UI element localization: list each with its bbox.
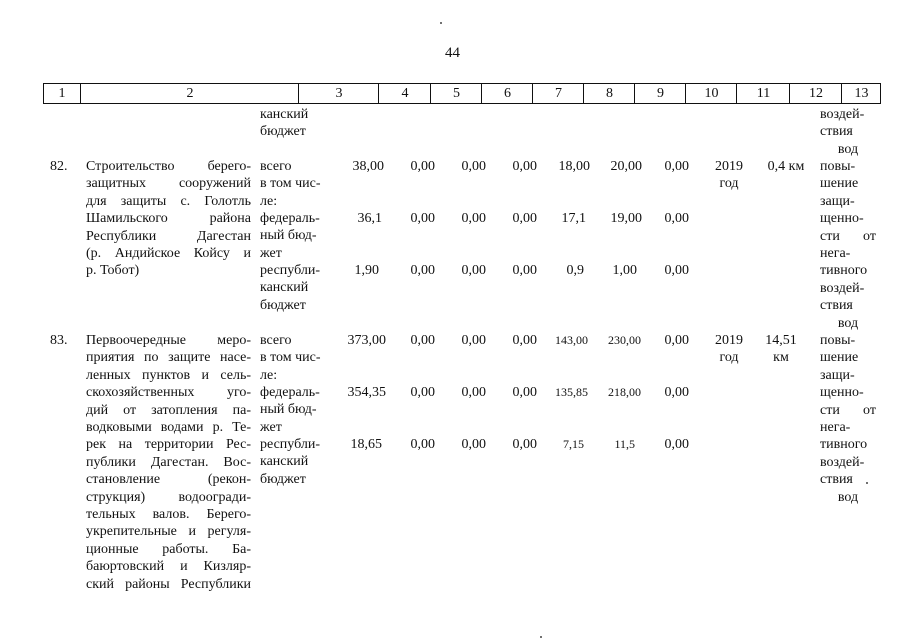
- text-line: бюджет: [260, 124, 306, 140]
- value-cell: 0,00: [512, 263, 537, 278]
- column-header-row: [43, 83, 881, 104]
- row-description: [86, 332, 251, 593]
- column-header-5: 5: [430, 84, 482, 103]
- effect-cell: [820, 158, 876, 332]
- text-line: щенно-: [820, 385, 864, 401]
- year-cell: [700, 332, 758, 366]
- text-line: Строительство берего-: [86, 159, 251, 174]
- value-cell: 18,00: [558, 159, 590, 174]
- value-cell: 0,00: [512, 437, 537, 452]
- value-cell: 0,00: [461, 333, 486, 348]
- text-line: щенно-: [820, 211, 864, 227]
- value-cell: 0,00: [512, 385, 537, 400]
- text-line: федераль-: [260, 385, 320, 400]
- text-line: Первоочередные меро-: [86, 333, 251, 348]
- text-line: республи-: [260, 437, 320, 452]
- value-cell: 7,15: [563, 437, 584, 451]
- value-cell: 135,85: [555, 385, 588, 399]
- text-line: тивного: [820, 263, 868, 279]
- capacity-cell: [755, 332, 807, 366]
- value-cell: 0,00: [461, 437, 486, 452]
- text-line: ле:: [260, 367, 278, 383]
- row-number: 83.: [50, 333, 68, 348]
- value-cell: 11,5: [614, 437, 635, 451]
- text-line: (р. Андийское Койсу и: [86, 246, 251, 262]
- category-republic: [260, 262, 330, 314]
- text-line: вод: [837, 489, 859, 505]
- text-line: канский: [260, 454, 309, 470]
- value-cell: 0,00: [664, 385, 689, 400]
- text-line: защи-: [820, 367, 855, 383]
- value-cell: 36,1: [357, 211, 382, 226]
- column-header-11: 11: [736, 84, 790, 103]
- text-line: бюджет: [260, 297, 306, 313]
- text-line: всего: [260, 333, 292, 348]
- text-line: республи-: [260, 263, 320, 278]
- category-federal: [260, 210, 330, 262]
- text-line: приятия по защите насе-: [86, 350, 251, 366]
- text-line: водковыми водами р. Те-: [86, 420, 251, 436]
- text-line: повы-: [820, 333, 856, 348]
- text-line: ный бюд-: [260, 228, 317, 244]
- continuation-category: [260, 106, 330, 141]
- text-line: воздей-: [820, 107, 865, 122]
- category-republic: [260, 436, 330, 488]
- text-line: публики Дагестан. Вос-: [86, 454, 251, 470]
- text-line: становление (рекон-: [86, 472, 251, 488]
- text-line: бюджет: [260, 471, 306, 487]
- column-header-9: 9: [634, 84, 686, 103]
- value-cell: 0,00: [664, 263, 689, 278]
- value-cell: 0,00: [410, 263, 435, 278]
- value-cell: 0,00: [512, 211, 537, 226]
- text-line: защи-: [820, 193, 855, 209]
- year-cell: [700, 158, 758, 192]
- value-cell: 0,00: [461, 263, 486, 278]
- text-line: воздей-: [820, 454, 865, 470]
- text-line: сти от: [820, 402, 876, 418]
- text-line: вод: [837, 141, 859, 157]
- column-header-10: 10: [685, 84, 737, 103]
- text-line: рек на территории Рес-: [86, 437, 251, 453]
- value-cell: 38,00: [352, 159, 384, 174]
- text-line: ле:: [260, 193, 278, 209]
- text-line: дий от затопления па-: [86, 402, 251, 418]
- value-cell: 218,00: [608, 385, 641, 399]
- continuation-effect: [820, 106, 876, 158]
- text-line: ленных пунктов и сель-: [86, 367, 251, 383]
- text-line: жет: [260, 245, 282, 261]
- value-cell: 0,9: [566, 263, 584, 278]
- column-header-12: 12: [789, 84, 842, 103]
- text-line: для защиты с. Голотль: [86, 193, 251, 209]
- text-line: повы-: [820, 159, 856, 174]
- column-header-4: 4: [378, 84, 431, 103]
- value-cell: 19,00: [610, 211, 642, 226]
- row-description: [86, 158, 251, 280]
- text-line: федераль-: [260, 211, 320, 226]
- value-cell: 0,00: [512, 159, 537, 174]
- value-cell: 230,00: [608, 333, 641, 347]
- text-line: в том чис-: [260, 350, 321, 366]
- text-line: защитных сооружений: [86, 176, 251, 192]
- value-cell: 0,00: [512, 333, 537, 348]
- value-cell: 0,00: [664, 211, 689, 226]
- value-cell: 0,00: [664, 159, 689, 174]
- text-line: 2019: [715, 159, 743, 174]
- text-line: ционные работы. Ба-: [86, 541, 251, 557]
- text-line: канский: [260, 280, 309, 296]
- text-line: год: [719, 350, 739, 365]
- column-header-13: 13: [841, 84, 881, 103]
- value-cell: 0,00: [410, 385, 435, 400]
- text-line: жет: [260, 419, 282, 435]
- value-cell: 0,00: [410, 211, 435, 226]
- text-line: тивного: [820, 437, 868, 453]
- value-cell: 17,1: [561, 211, 586, 226]
- capacity-cell: [760, 158, 812, 175]
- column-header-6: 6: [481, 84, 533, 103]
- scan-speck: [440, 22, 442, 24]
- text-line: шение: [820, 350, 859, 366]
- text-line: км: [773, 350, 789, 365]
- column-header-7: 7: [532, 84, 584, 103]
- category-federal: [260, 384, 330, 436]
- value-cell: 0,00: [664, 437, 689, 452]
- text-line: сти от: [820, 228, 876, 244]
- scan-speck: [866, 482, 868, 484]
- category-total: [260, 158, 330, 210]
- column-header-3: 3: [298, 84, 379, 103]
- text-line: в том чис-: [260, 176, 321, 192]
- text-line: ствия: [820, 124, 853, 140]
- value-cell: 373,00: [347, 333, 386, 348]
- effect-cell: [820, 332, 876, 506]
- scan-speck: [540, 636, 542, 638]
- column-header-8: 8: [583, 84, 635, 103]
- value-cell: 354,35: [347, 385, 386, 400]
- page-number: 44: [445, 45, 460, 61]
- value-cell: 0,00: [410, 159, 435, 174]
- text-line: нега-: [820, 420, 851, 436]
- category-total: [260, 332, 330, 384]
- text-line: нега-: [820, 246, 851, 262]
- text-line: тельных валов. Берего-: [86, 507, 251, 523]
- text-line: шение: [820, 176, 859, 192]
- text-line: всего: [260, 159, 292, 174]
- text-line: р. Тобот): [86, 263, 140, 279]
- text-line: ствия: [820, 472, 853, 488]
- value-cell: 0,00: [410, 333, 435, 348]
- value-cell: 20,00: [610, 159, 642, 174]
- value-cell: 1,00: [612, 263, 637, 278]
- value-cell: 18,65: [350, 437, 382, 452]
- value-cell: 0,00: [410, 437, 435, 452]
- text-line: ский районы Республики: [86, 576, 251, 592]
- text-line: 2019: [715, 333, 743, 348]
- value-cell: 0,00: [461, 159, 486, 174]
- text-line: скохозяйственных уго-: [86, 385, 251, 401]
- text-line: укрепительные и регуля-: [86, 524, 251, 540]
- text-line: Шамильского района: [86, 211, 251, 227]
- text-line: год: [719, 176, 739, 191]
- row-number: 82.: [50, 159, 68, 174]
- value-cell: 0,00: [461, 385, 486, 400]
- value-cell: 1,90: [354, 263, 379, 278]
- value-cell: 0,00: [664, 333, 689, 348]
- value-cell: 143,00: [555, 333, 588, 347]
- text-line: вод: [837, 315, 859, 331]
- text-line: 0,4 км: [767, 159, 805, 174]
- column-header-1: 1: [58, 86, 66, 101]
- column-header-2: 2: [80, 84, 299, 103]
- value-cell: 0,00: [461, 211, 486, 226]
- text-line: канский: [260, 107, 309, 122]
- text-line: ный бюд-: [260, 402, 317, 418]
- text-line: Республики Дагестан: [86, 228, 251, 244]
- text-line: воздей-: [820, 280, 865, 296]
- text-line: 14,51: [765, 333, 797, 348]
- text-line: струкция) водоогради-: [86, 489, 251, 505]
- text-line: баюртовский и Кизляр-: [86, 559, 251, 575]
- text-line: ствия: [820, 298, 853, 314]
